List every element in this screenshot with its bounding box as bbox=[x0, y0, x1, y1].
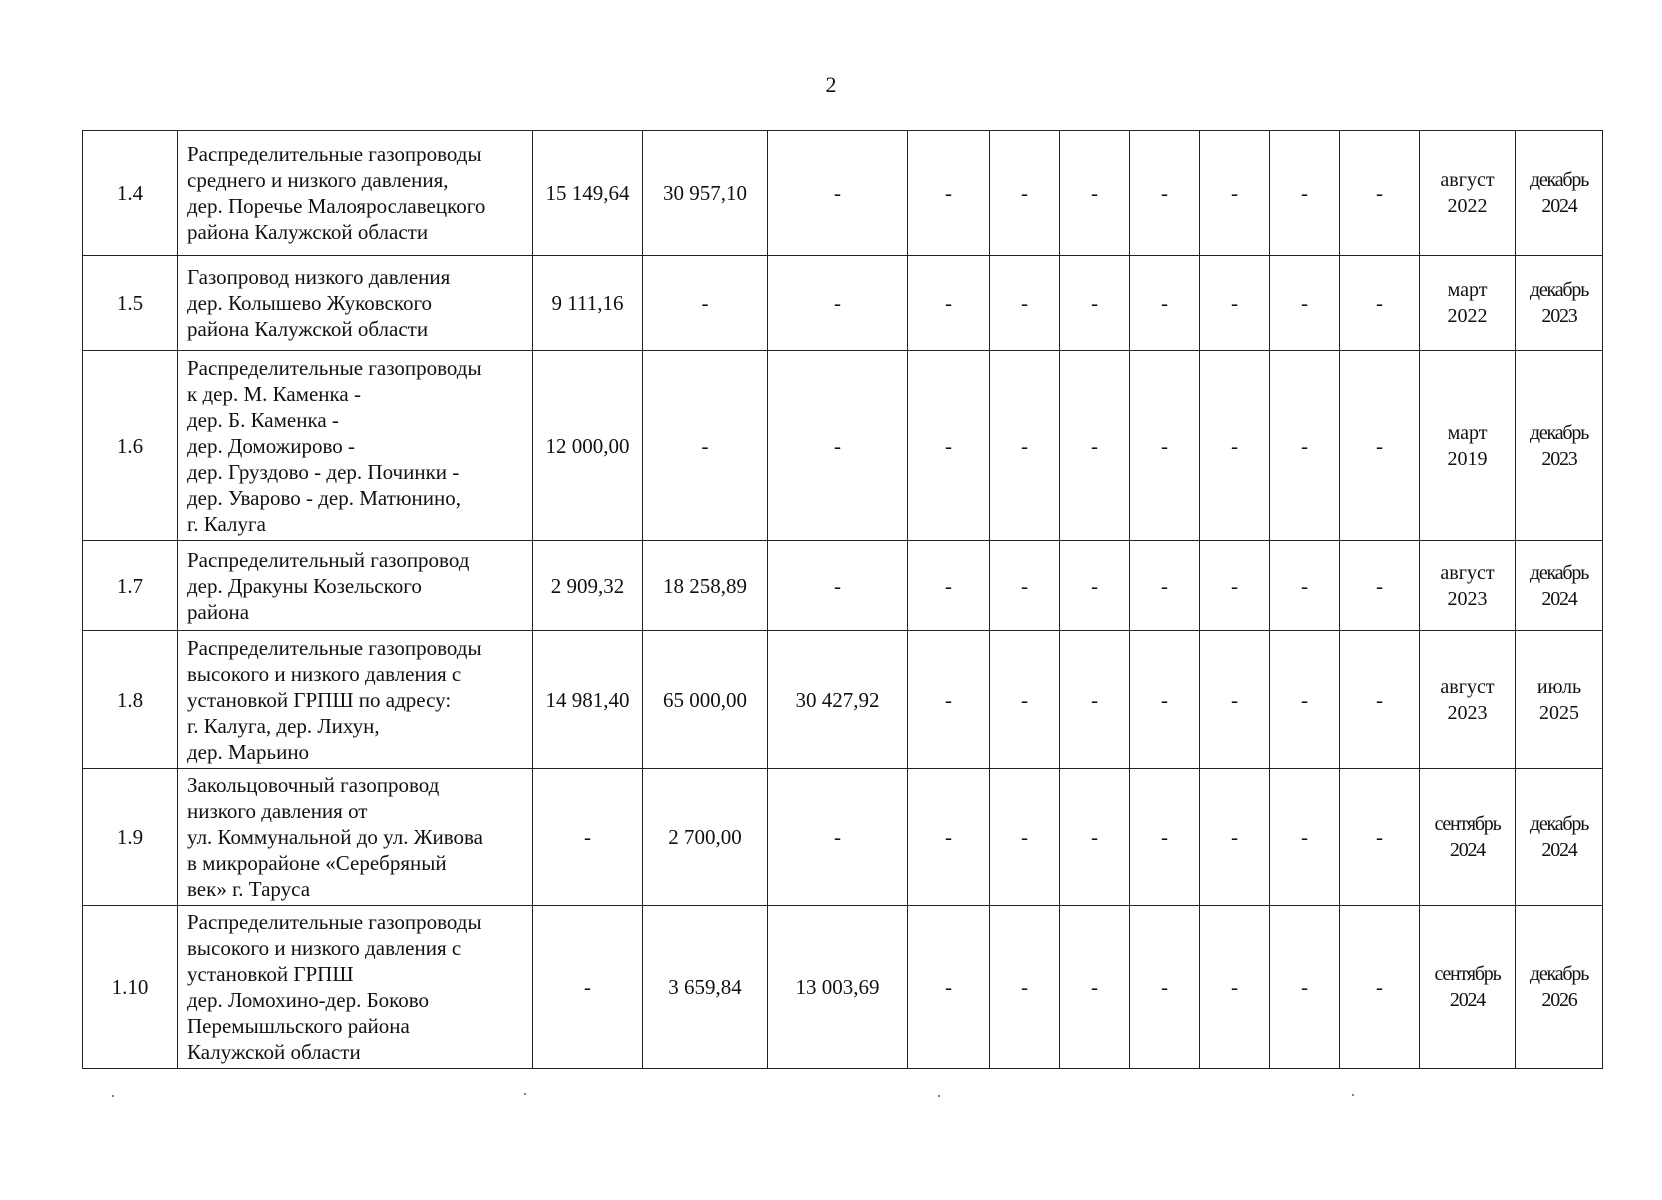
object-name: Газопровод низкого давления дер. Колышево Жуковского района Калужской области bbox=[178, 256, 533, 351]
page-number: 2 bbox=[825, 72, 837, 97]
empty-cell: - bbox=[990, 351, 1060, 541]
empty-cell: - bbox=[1200, 541, 1270, 631]
empty-cell: - bbox=[908, 769, 990, 906]
empty-cell: - bbox=[1270, 631, 1340, 769]
value-cell: - bbox=[643, 256, 768, 351]
start-date: март 2019 bbox=[1420, 351, 1516, 541]
value-cell: 9 111,16 bbox=[533, 256, 643, 351]
end-date: декабрь 2023 bbox=[1516, 256, 1603, 351]
empty-cell: - bbox=[1060, 256, 1130, 351]
empty-cell: - bbox=[1270, 351, 1340, 541]
end-date: декабрь 2024 bbox=[1516, 541, 1603, 631]
scan-speck bbox=[938, 1095, 940, 1097]
object-name: Распределительные газопроводы высокого и низкого давления с установкой ГРПШ дер. Ломохино-дер. Боково Перемышльского района Калужской области bbox=[178, 906, 533, 1069]
empty-cell: - bbox=[908, 131, 990, 256]
empty-cell: - bbox=[1340, 541, 1420, 631]
empty-cell: - bbox=[1340, 256, 1420, 351]
empty-cell: - bbox=[1340, 906, 1420, 1069]
empty-cell: - bbox=[1130, 906, 1200, 1069]
value-cell: 12 000,00 bbox=[533, 351, 643, 541]
value-cell: 15 149,64 bbox=[533, 131, 643, 256]
start-date: август 2022 bbox=[1420, 131, 1516, 256]
row-number: 1.8 bbox=[83, 631, 178, 769]
value-cell: - bbox=[768, 131, 908, 256]
value-cell: - bbox=[643, 351, 768, 541]
empty-cell: - bbox=[1270, 541, 1340, 631]
empty-cell: - bbox=[1340, 769, 1420, 906]
empty-cell: - bbox=[1130, 769, 1200, 906]
empty-cell: - bbox=[1200, 906, 1270, 1069]
empty-cell: - bbox=[1200, 351, 1270, 541]
empty-cell: - bbox=[908, 631, 990, 769]
start-date: сентябрь 2024 bbox=[1420, 769, 1516, 906]
empty-cell: - bbox=[1340, 351, 1420, 541]
row-number: 1.4 bbox=[83, 131, 178, 256]
empty-cell: - bbox=[990, 256, 1060, 351]
value-cell: - bbox=[768, 351, 908, 541]
empty-cell: - bbox=[1340, 131, 1420, 256]
table-row bbox=[83, 256, 1603, 351]
empty-cell: - bbox=[990, 906, 1060, 1069]
empty-cell: - bbox=[1340, 631, 1420, 769]
value-cell: - bbox=[768, 541, 908, 631]
empty-cell: - bbox=[908, 256, 990, 351]
value-cell: 30 427,92 bbox=[768, 631, 908, 769]
empty-cell: - bbox=[908, 906, 990, 1069]
empty-cell: - bbox=[1200, 631, 1270, 769]
empty-cell: - bbox=[1060, 131, 1130, 256]
start-date: сентябрь 2024 bbox=[1420, 906, 1516, 1069]
start-date: август 2023 bbox=[1420, 631, 1516, 769]
empty-cell: - bbox=[1200, 769, 1270, 906]
table-row bbox=[83, 131, 1603, 256]
table-row bbox=[83, 769, 1603, 906]
object-name: Закольцовочный газопровод низкого давления от ул. Коммунальной до ул. Живова в микрорайоне «Серебряный век» г. Таруса bbox=[178, 769, 533, 906]
empty-cell: - bbox=[1200, 256, 1270, 351]
value-cell: 3 659,84 bbox=[643, 906, 768, 1069]
gas-pipeline-table bbox=[82, 130, 1603, 1069]
value-cell: - bbox=[768, 256, 908, 351]
row-number: 1.10 bbox=[83, 906, 178, 1069]
empty-cell: - bbox=[1270, 769, 1340, 906]
empty-cell: - bbox=[990, 631, 1060, 769]
object-name: Распределительные газопроводы высокого и низкого давления с установкой ГРПШ по адресу: г. Калуга, дер. Лихун, дер. Марьино bbox=[178, 631, 533, 769]
object-name: Распределительные газопроводы среднего и низкого давления, дер. Поречье Малоярославецкого района Калужской области bbox=[178, 131, 533, 256]
value-cell: 65 000,00 bbox=[643, 631, 768, 769]
value-cell: 2 909,32 bbox=[533, 541, 643, 631]
end-date: декабрь 2026 bbox=[1516, 906, 1603, 1069]
start-date: август 2023 bbox=[1420, 541, 1516, 631]
empty-cell: - bbox=[1270, 131, 1340, 256]
row-number: 1.9 bbox=[83, 769, 178, 906]
value-cell: 13 003,69 bbox=[768, 906, 908, 1069]
scan-speck bbox=[112, 1095, 114, 1097]
row-number: 1.6 bbox=[83, 351, 178, 541]
empty-cell: - bbox=[908, 351, 990, 541]
end-date: декабрь 2024 bbox=[1516, 769, 1603, 906]
empty-cell: - bbox=[1130, 631, 1200, 769]
empty-cell: - bbox=[1060, 541, 1130, 631]
value-cell: - bbox=[768, 769, 908, 906]
end-date: декабрь 2024 bbox=[1516, 131, 1603, 256]
value-cell: 18 258,89 bbox=[643, 541, 768, 631]
empty-cell: - bbox=[1270, 256, 1340, 351]
empty-cell: - bbox=[1060, 906, 1130, 1069]
table-row bbox=[83, 631, 1603, 769]
empty-cell: - bbox=[908, 541, 990, 631]
object-name: Распределительный газопровод дер. Дракуны Козельского района bbox=[178, 541, 533, 631]
empty-cell: - bbox=[1060, 631, 1130, 769]
value-cell: - bbox=[533, 906, 643, 1069]
empty-cell: - bbox=[1270, 906, 1340, 1069]
table-row bbox=[83, 351, 1603, 541]
table-row bbox=[83, 906, 1603, 1069]
empty-cell: - bbox=[1130, 541, 1200, 631]
empty-cell: - bbox=[990, 541, 1060, 631]
start-date: март 2022 bbox=[1420, 256, 1516, 351]
end-date: июль 2025 bbox=[1516, 631, 1603, 769]
row-number: 1.5 bbox=[83, 256, 178, 351]
empty-cell: - bbox=[1130, 131, 1200, 256]
value-cell: - bbox=[533, 769, 643, 906]
scan-speck bbox=[1352, 1094, 1354, 1096]
empty-cell: - bbox=[990, 769, 1060, 906]
empty-cell: - bbox=[1060, 769, 1130, 906]
empty-cell: - bbox=[990, 131, 1060, 256]
empty-cell: - bbox=[1130, 256, 1200, 351]
value-cell: 14 981,40 bbox=[533, 631, 643, 769]
object-name: Распределительные газопроводы к дер. М. Каменка - дер. Б. Каменка - дер. Доможирово - дер. Груздово - дер. Починки - дер. Уварово - дер. Матюнино, г. Калуга bbox=[178, 351, 533, 541]
row-number: 1.7 bbox=[83, 541, 178, 631]
value-cell: 2 700,00 bbox=[643, 769, 768, 906]
table-row bbox=[83, 541, 1603, 631]
empty-cell: - bbox=[1130, 351, 1200, 541]
value-cell: 30 957,10 bbox=[643, 131, 768, 256]
end-date: декабрь 2023 bbox=[1516, 351, 1603, 541]
empty-cell: - bbox=[1060, 351, 1130, 541]
empty-cell: - bbox=[1200, 131, 1270, 256]
scan-speck bbox=[524, 1093, 526, 1095]
